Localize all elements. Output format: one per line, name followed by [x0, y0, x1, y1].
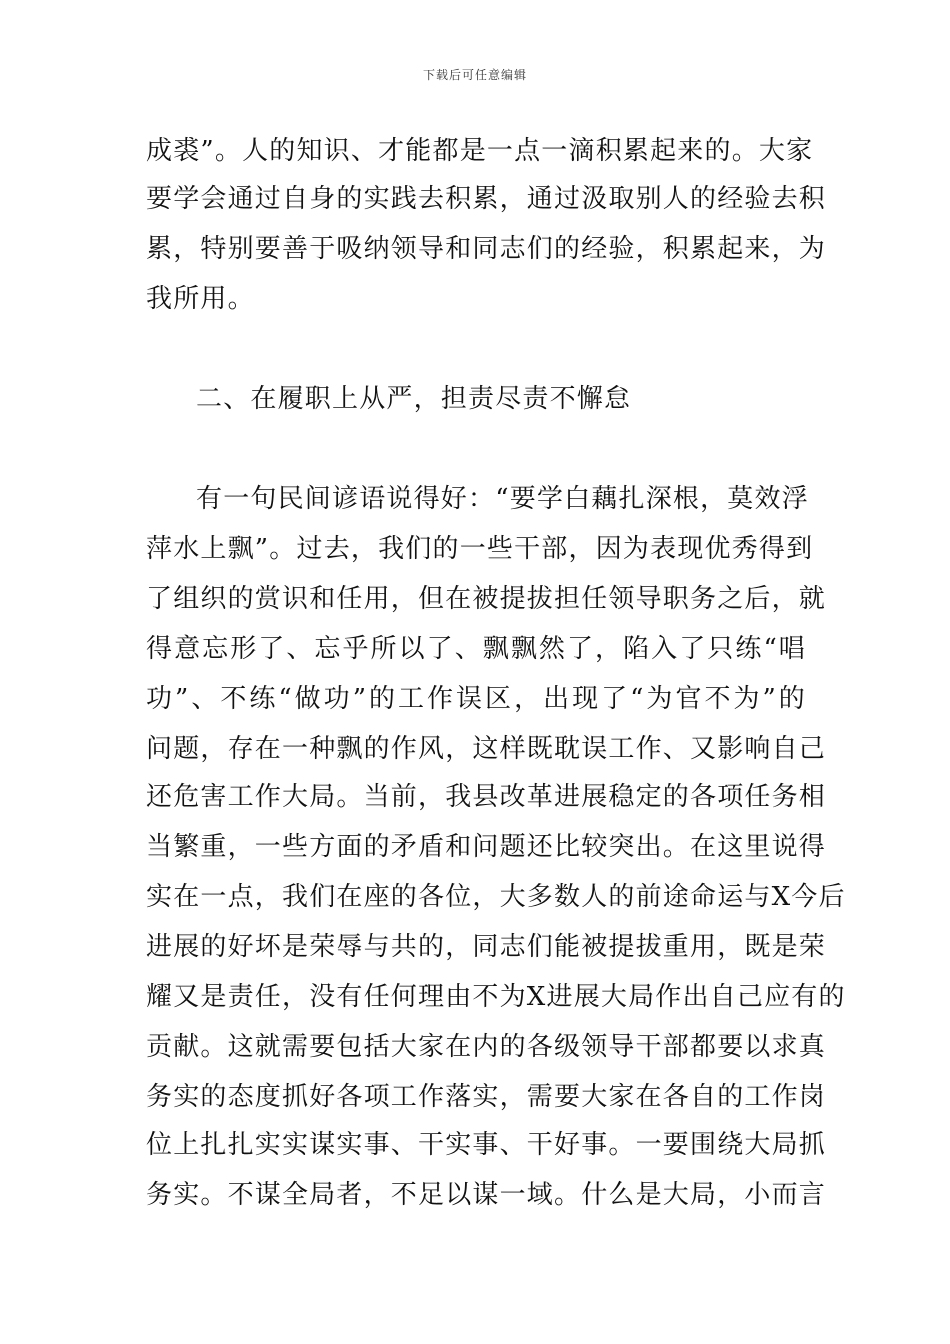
paragraph-line: 耀又是责任，没有任何理由不为X进展大局作出自己应有的: [146, 982, 846, 1012]
paragraph-line: 要学会通过自身的实践去积累，通过汲取别人的经验去积: [146, 184, 827, 214]
paragraph-line: 务实的态度抓好各项工作落实，需要大家在各自的工作岗: [146, 1082, 827, 1112]
paragraph-line: 问题，存在一种飘的作风，这样既耽误工作、又影响自己: [146, 734, 827, 764]
paragraph-line: 实在一点，我们在座的各位，大多数人的前途命运与X今后: [146, 882, 846, 912]
paragraph-line: 了组织的赏识和任用，但在被提拔担任领导职务之后，就: [146, 584, 827, 614]
paragraph-line: 当繁重，一些方面的矛盾和问题还比较突出。在这里说得: [146, 832, 827, 862]
paragraph-line: 我所用。: [146, 284, 255, 314]
paragraph-line: 功”、不练“做功”的工作误区，出现了“为官不为”的: [146, 684, 806, 714]
paragraph-line: 累，特别要善于吸纳领导和同志们的经验，积累起来，为: [146, 234, 827, 264]
paragraph-line: 萍水上飘”。过去，我们的一些干部，因为表现优秀得到: [146, 534, 814, 564]
section-heading: 二、在履职上从严，担责尽责不懈怠: [196, 384, 632, 414]
page-header: 下载后可任意编辑: [422, 68, 527, 82]
paragraph-line: 位上扎扎实实谋实事、干实事、干好事。一要围绕大局抓: [146, 1130, 827, 1160]
paragraph-line: 还危害工作大局。当前，我县改革进展稳定的各项任务相: [146, 782, 827, 812]
paragraph-line: 成裘”。人的知识、才能都是一点一滴积累起来的。大家: [146, 136, 814, 166]
paragraph-line: 务实。不谋全局者，不足以谋一域。什么是大局，小而言: [146, 1180, 827, 1210]
paragraph-line: 得意忘形了、忘乎所以了、飘飘然了，陷入了只练“唱: [146, 634, 806, 664]
paragraph-line: 有一句民间谚语说得好：“要学白藕扎深根，莫效浮: [196, 484, 809, 514]
paragraph-line: 进展的好坏是荣辱与共的，同志们能被提拔重用，既是荣: [146, 932, 827, 962]
paragraph-line: 贡献。这就需要包括大家在内的各级领导干部都要以求真: [146, 1032, 827, 1062]
